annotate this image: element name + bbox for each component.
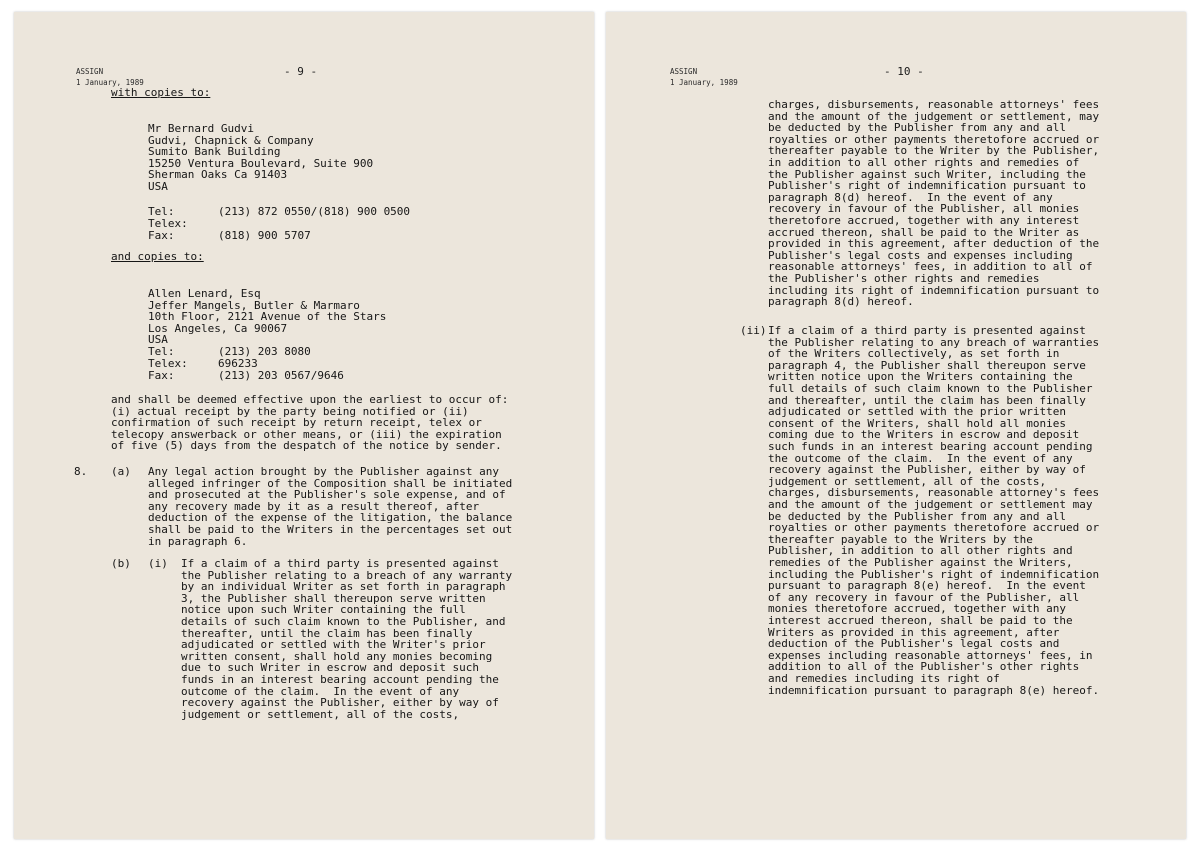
text-line: addition to all of the Publisher's other rights bbox=[768, 660, 1080, 674]
text-line: USA bbox=[148, 180, 168, 193]
text-line: such funds in an interest bearing account pending bbox=[768, 440, 1093, 453]
text-line: of the Writers collectively, as set forth in bbox=[768, 347, 1060, 361]
text-line: outcome of the claim. In the event of any bbox=[181, 684, 460, 698]
text-line: consent of the Writers, shall hold all monies bbox=[768, 416, 1067, 430]
contact-label: Tel: bbox=[148, 205, 175, 218]
text-line: of five (5) days from the despatch of the notice by sender. bbox=[111, 439, 502, 453]
text-line: royalties or other payments theretofore accrued or bbox=[768, 521, 1100, 535]
text-line: the outcome of the claim. In the event of any bbox=[768, 451, 1073, 465]
page-number: - 10 - bbox=[884, 65, 924, 78]
text-line: remedies of the Publisher against the Writers, bbox=[768, 556, 1073, 569]
doc-reference: ASSIGN bbox=[76, 67, 104, 76]
text-line: and thereafter, until the claim has been finally bbox=[768, 393, 1086, 407]
text-line: Sumito Bank Building bbox=[148, 145, 281, 159]
text-line: thereafter, until the claim has been finally bbox=[181, 626, 473, 640]
text-line: coming due to the Writers in escrow and deposit bbox=[768, 428, 1080, 442]
text-line: thereafter payable to the Writers by the bbox=[768, 532, 1033, 546]
text-line: of any recovery in favour of the Publisher, all bbox=[768, 590, 1080, 604]
text-line: alleged infringer of the Composition shall be initiated bbox=[148, 476, 513, 490]
text-line: written notice upon the Writers containing the bbox=[768, 370, 1073, 384]
contact-label: Tel: bbox=[148, 345, 175, 358]
text-line: recovery in favour of the Publisher, all monies bbox=[768, 202, 1080, 216]
page-10 bbox=[606, 12, 1186, 839]
text-line: accrued thereon, shall be paid to the Writer as bbox=[768, 225, 1080, 239]
text-line: Allen Lenard, Esq bbox=[148, 287, 261, 300]
contact-value: (818) 900 5707 bbox=[218, 229, 311, 242]
text-line: provided in this agreement, after deduction of the bbox=[768, 237, 1100, 251]
text-line: expenses including reasonable attorneys' fees, in bbox=[768, 648, 1093, 662]
clause-ii-label: (ii) bbox=[740, 324, 767, 337]
text-line: adjudicated or settled with the prior written bbox=[768, 405, 1067, 419]
text-line: and remedies including its right of bbox=[768, 672, 1000, 685]
text-line: deduction of the Publisher's legal costs and bbox=[768, 637, 1060, 651]
text-line: and the amount of the judgement or settlement, may bbox=[768, 109, 1100, 123]
text-line: the Publisher relating to any breach of warranties bbox=[768, 335, 1100, 349]
page-number: - 9 - bbox=[284, 65, 318, 78]
text-line: USA bbox=[148, 333, 168, 347]
clause-a-label: (a) bbox=[111, 465, 131, 478]
doc-reference: ASSIGN bbox=[670, 67, 698, 76]
text-line: by an individual Writer as set forth in paragraph bbox=[181, 580, 506, 594]
text-line: charges, disbursements, reasonable attorneys' fees bbox=[768, 98, 1100, 111]
text-line: shall be paid to the Writers in the percentages set out bbox=[148, 523, 513, 536]
text-line: judgement or settlement, all of the costs, bbox=[181, 707, 460, 721]
text-line: thereafter payable to the Writer by the Publisher, bbox=[768, 144, 1100, 158]
contact-value: (213) 203 0567/9646 bbox=[218, 369, 344, 382]
doc-date: 1 January, 1989 bbox=[670, 78, 738, 87]
text-line: pursuant to paragraph 8(e) hereof. In the event bbox=[768, 579, 1086, 593]
contact-value: (213) 872 0550/(818) 900 0500 bbox=[218, 205, 411, 218]
text-line: the Publisher against such Writer, including the bbox=[768, 167, 1086, 181]
text-line: interest accrued thereon, shall be paid to the bbox=[768, 614, 1073, 627]
text-line: adjudicated or settled with the Writer's prior bbox=[181, 638, 486, 652]
text-line: paragraph 8(d) hereof. In the event of any bbox=[768, 190, 1053, 204]
page-9 bbox=[14, 12, 594, 839]
text-line: any recovery made by it as a result thereof, after bbox=[148, 499, 480, 513]
text-line: charges, disbursements, reasonable attorney's fees bbox=[768, 486, 1100, 500]
contact-value: 696233 bbox=[218, 357, 258, 370]
text-line: written consent, shall hold any monies becoming bbox=[181, 649, 493, 663]
contact-label: Fax: bbox=[148, 229, 175, 242]
text-line: recovery against the Publisher, either by way of bbox=[768, 463, 1086, 477]
text-line: due to such Writer in escrow and deposit such bbox=[181, 661, 480, 675]
text-line: be deducted by the Publisher from any and all bbox=[768, 509, 1067, 523]
text-line: full details of such claim known to the Publisher bbox=[768, 382, 1093, 395]
text-line: 3, the Publisher shall thereupon serve written bbox=[181, 591, 486, 605]
text-line: Publisher, in addition to all other rights and bbox=[768, 544, 1073, 558]
text-line: Publisher's legal costs and expenses including bbox=[768, 248, 1073, 262]
text-line: confirmation of such receipt by return receipt, telex or bbox=[111, 416, 482, 430]
contact-label: Telex: bbox=[148, 217, 188, 230]
text-line: Gudvi, Chapnick & Company bbox=[148, 133, 314, 147]
text-line: details of such claim known to the Publisher, and bbox=[181, 615, 506, 628]
text-line: judgement or settlement, all of the costs, bbox=[768, 474, 1047, 488]
contact-value: (213) 203 8080 bbox=[218, 345, 311, 358]
text-line: monies theretofore accrued, together with any bbox=[768, 602, 1067, 616]
text-line: funds in an interest bearing account pending the bbox=[181, 673, 499, 686]
text-line: If a claim of a third party is presented against bbox=[768, 324, 1086, 337]
text-line: and prosecuted at the Publisher's sole expense, and of bbox=[148, 488, 506, 502]
text-line: including the Publisher's right of indemnification bbox=[768, 567, 1100, 581]
text-line: in addition to all other rights and remedies of bbox=[768, 156, 1080, 169]
text-line: the Publisher's other rights and remedies bbox=[768, 272, 1040, 285]
text-line: in paragraph 6. bbox=[148, 534, 248, 548]
clause-b-label: (b) bbox=[111, 557, 131, 570]
doc-date: 1 January, 1989 bbox=[76, 78, 144, 87]
text-line: and shall be deemed effective upon the earliest to occur of: bbox=[111, 393, 509, 406]
text-line: Jeffer Mangels, Butler & Marmaro bbox=[148, 298, 360, 312]
text-line: 15250 Ventura Boulevard, Suite 900 bbox=[148, 156, 374, 170]
text-line: If a claim of a third party is presented against bbox=[181, 557, 499, 570]
copies-heading: and copies to: bbox=[111, 250, 204, 263]
clause-number: 8. bbox=[74, 465, 88, 478]
text-line: and the amount of the judgement or settlement may bbox=[768, 498, 1093, 511]
text-line: be deducted by the Publisher from any and all bbox=[768, 121, 1067, 135]
contact-label: Telex: bbox=[148, 357, 188, 370]
text-line: including its right of indemnification pursuant to bbox=[768, 283, 1100, 297]
text-line: the Publisher relating to a breach of any warranty bbox=[181, 568, 513, 582]
text-line: (i) actual receipt by the party being notified or (ii) bbox=[111, 404, 469, 418]
text-line: Any legal action brought by the Publisher against any bbox=[148, 465, 499, 478]
text-line: paragraph 4, the Publisher shall thereupon serve bbox=[768, 358, 1086, 372]
text-line: indemnification pursuant to paragraph 8(e) hereof. bbox=[768, 683, 1100, 697]
text-line: Sherman Oaks Ca 91403 bbox=[148, 168, 288, 182]
text-line: Publisher's right of indemnification pursuant to bbox=[768, 179, 1086, 193]
contact-label: Fax: bbox=[148, 369, 175, 382]
text-line: Writers as provided in this agreement, after bbox=[768, 625, 1060, 639]
text-line: Los Angeles, Ca 90067 bbox=[148, 321, 288, 335]
text-line: telecopy answerback or other means, or (iii) the expiration bbox=[111, 427, 502, 441]
text-line: Mr Bernard Gudvi bbox=[148, 122, 254, 135]
copies-heading: with copies to: bbox=[111, 86, 211, 99]
text-line: royalties or other payments theretofore accrued or bbox=[768, 132, 1100, 146]
clause-b-i-label: (i) bbox=[148, 557, 168, 570]
text-line: recovery against the Publisher, either by way of bbox=[181, 696, 499, 710]
text-line: reasonable attorneys' fees, in addition to all of bbox=[768, 260, 1093, 274]
text-line: notice upon such Writer containing the full bbox=[181, 603, 466, 617]
text-line: theretofore accrued, together with any interest bbox=[768, 214, 1080, 227]
text-line: paragraph 8(d) hereof. bbox=[768, 295, 914, 309]
text-line: 10th Floor, 2121 Avenue of the Stars bbox=[148, 310, 387, 324]
text-line: deduction of the expense of the litigation, the balance bbox=[148, 511, 513, 525]
